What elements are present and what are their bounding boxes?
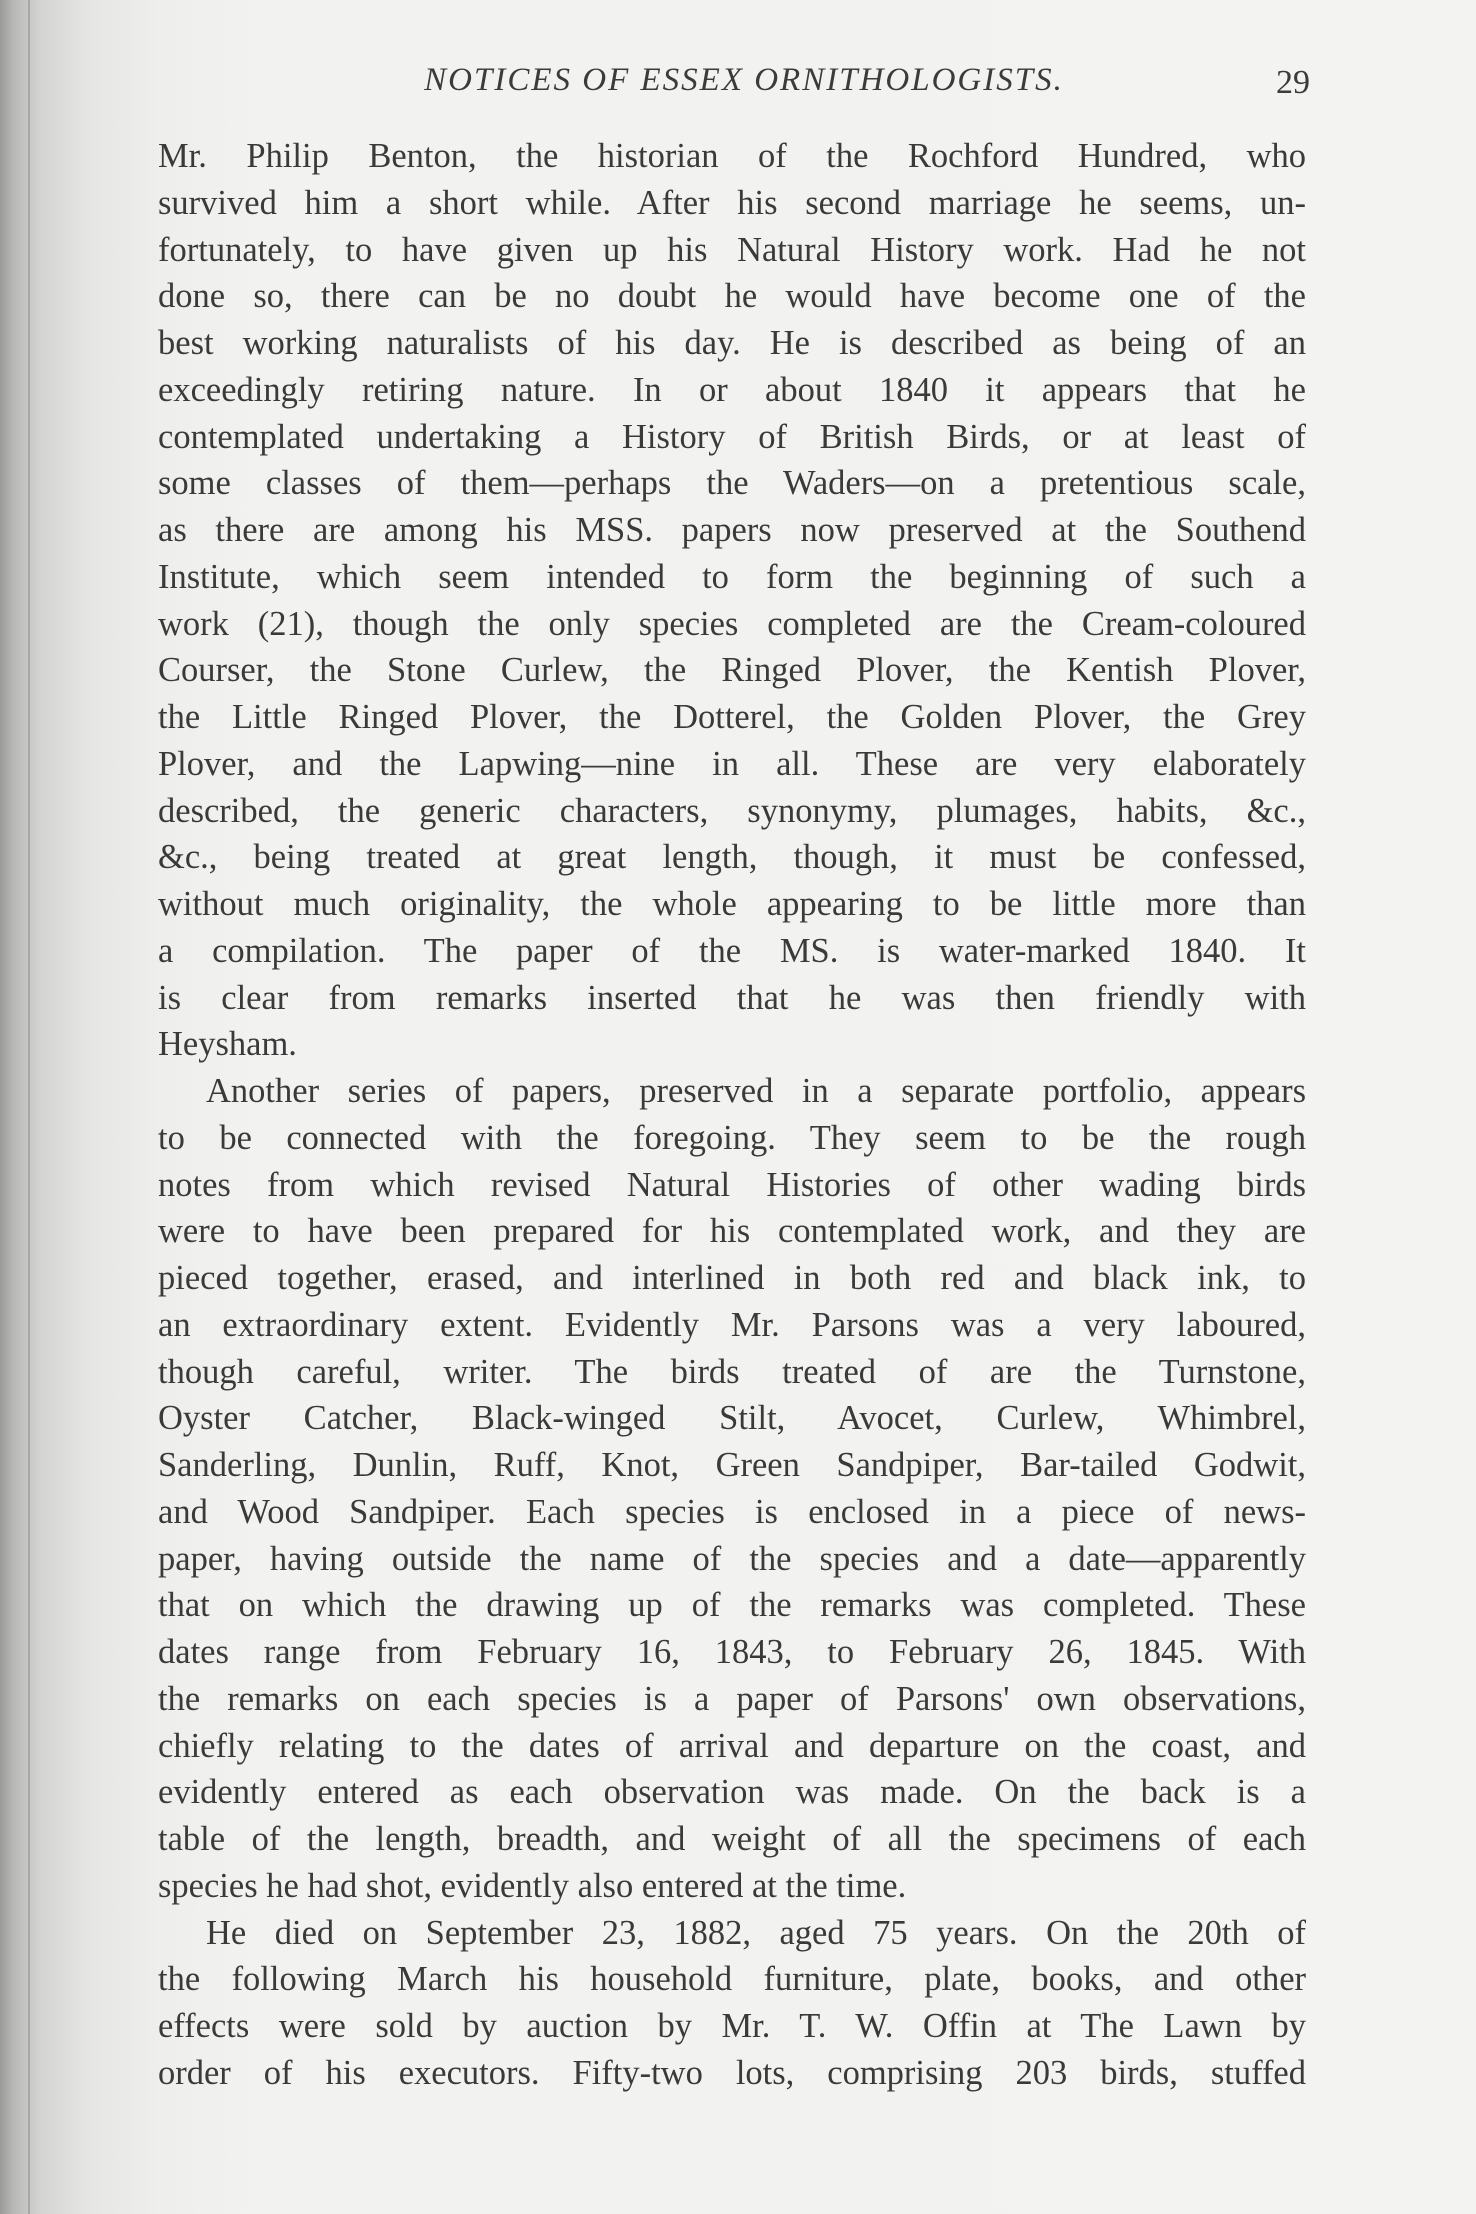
text-line: paper, having outside the name of the species and a date—apparently: [158, 1539, 1306, 1578]
text-line: the remarks on each species is a paper of Parsons' own observations,: [158, 1679, 1306, 1718]
page-number: 29: [1276, 64, 1310, 101]
page-gutter-shadow: [28, 0, 30, 2214]
text-line: though careful, writer. The birds treated of are the Turnstone,: [158, 1352, 1306, 1391]
text-line: Another series of papers, preserved in a separate portfolio, appears: [206, 1072, 1306, 1110]
text-line: evidently entered as each observation was made. On the back is a: [158, 1773, 1306, 1812]
text-line: some classes of them—perhaps the Waders—on a pretentious scale,: [158, 464, 1306, 503]
text-line: work (21), though the only species completed are the Cream-coloured: [158, 604, 1306, 643]
text-line: is clear from remarks inserted that he was then friendly with: [158, 978, 1306, 1017]
text-line: Plover, and the Lapwing—nine in all. These are very elaborately: [158, 744, 1306, 783]
text-line: Institute, which seem intended to form the beginning of such a: [158, 557, 1306, 596]
page-header: [160, 62, 1328, 112]
text-line: chiefly relating to the dates of arrival and departure on the coast, and: [158, 1726, 1306, 1765]
text-line: best working naturalists of his day. He is described as being of an: [158, 324, 1306, 362]
text-line: were to have been prepared for his contemplated work, and they are: [158, 1212, 1306, 1251]
text-line: table of the length, breadth, and weight of all the specimens of each: [158, 1820, 1306, 1858]
text-line: Sanderling, Dunlin, Ruff, Knot, Green Sandpiper, Bar-tailed Godwit,: [158, 1446, 1306, 1484]
text-line: exceedingly retiring nature. In or about 1840 it appears that he: [158, 370, 1306, 409]
text-line: pieced together, erased, and interlined in both red and black ink, to: [158, 1259, 1306, 1297]
text-line: effects were sold by auction by Mr. T. W. Offin at The Lawn by: [158, 2007, 1306, 2045]
text-line: Heysham.: [158, 1025, 297, 1064]
text-line: Oyster Catcher, Black-winged Stilt, Avocet, Curlew, Whimbrel,: [158, 1399, 1306, 1438]
text-line: &c., being treated at great length, though, it must be confessed,: [158, 838, 1306, 877]
text-line: to be connected with the foregoing. They seem to be the rough: [158, 1118, 1306, 1157]
text-line: He died on September 23, 1882, aged 75 years. On the 20th of: [206, 1913, 1306, 1952]
text-line: an extraordinary extent. Evidently Mr. Parsons was a very laboured,: [158, 1305, 1306, 1344]
text-line: the Little Ringed Plover, the Dotterel, the Golden Plover, the Grey: [158, 698, 1306, 736]
text-line: survived him a short while. After his second marriage he seems, un-: [158, 183, 1306, 222]
text-line: and Wood Sandpiper. Each species is enclosed in a piece of news-: [158, 1492, 1306, 1531]
text-line: that on which the drawing up of the remarks was completed. These: [158, 1586, 1306, 1625]
text-line: order of his executors. Fifty-two lots, comprising 203 birds, stuffed: [158, 2053, 1306, 2092]
text-line: done so, there can be no doubt he would have become one of the: [158, 277, 1306, 316]
text-line: a compilation. The paper of the MS. is water-marked 1840. It: [158, 931, 1306, 970]
text-line: Mr. Philip Benton, the historian of the Rochford Hundred, who: [158, 137, 1306, 175]
running-title: NOTICES OF ESSEX ORNITHOLOGISTS.: [424, 62, 1064, 98]
text-line: without much originality, the whole appearing to be little more than: [158, 885, 1306, 923]
text-line: fortunately, to have given up his Natural History work. Had he not: [158, 230, 1306, 269]
body-text: [158, 133, 1306, 2097]
text-line: contemplated undertaking a History of British Birds, or at least of: [158, 417, 1306, 456]
text-line: described, the generic characters, synonymy, plumages, habits, &c.,: [158, 791, 1306, 830]
text-line: species he had shot, evidently also entered at the time.: [158, 1866, 907, 1905]
text-line: Courser, the Stone Curlew, the Ringed Plover, the Kentish Plover,: [158, 651, 1306, 690]
text-line: as there are among his MSS. papers now preserved at the Southend: [158, 511, 1306, 549]
text-line: the following March his household furniture, plate, books, and other: [158, 1960, 1306, 1999]
text-line: dates range from February 16, 1843, to February 26, 1845. With: [158, 1633, 1306, 1671]
text-line: notes from which revised Natural Histories of other wading birds: [158, 1165, 1306, 1204]
